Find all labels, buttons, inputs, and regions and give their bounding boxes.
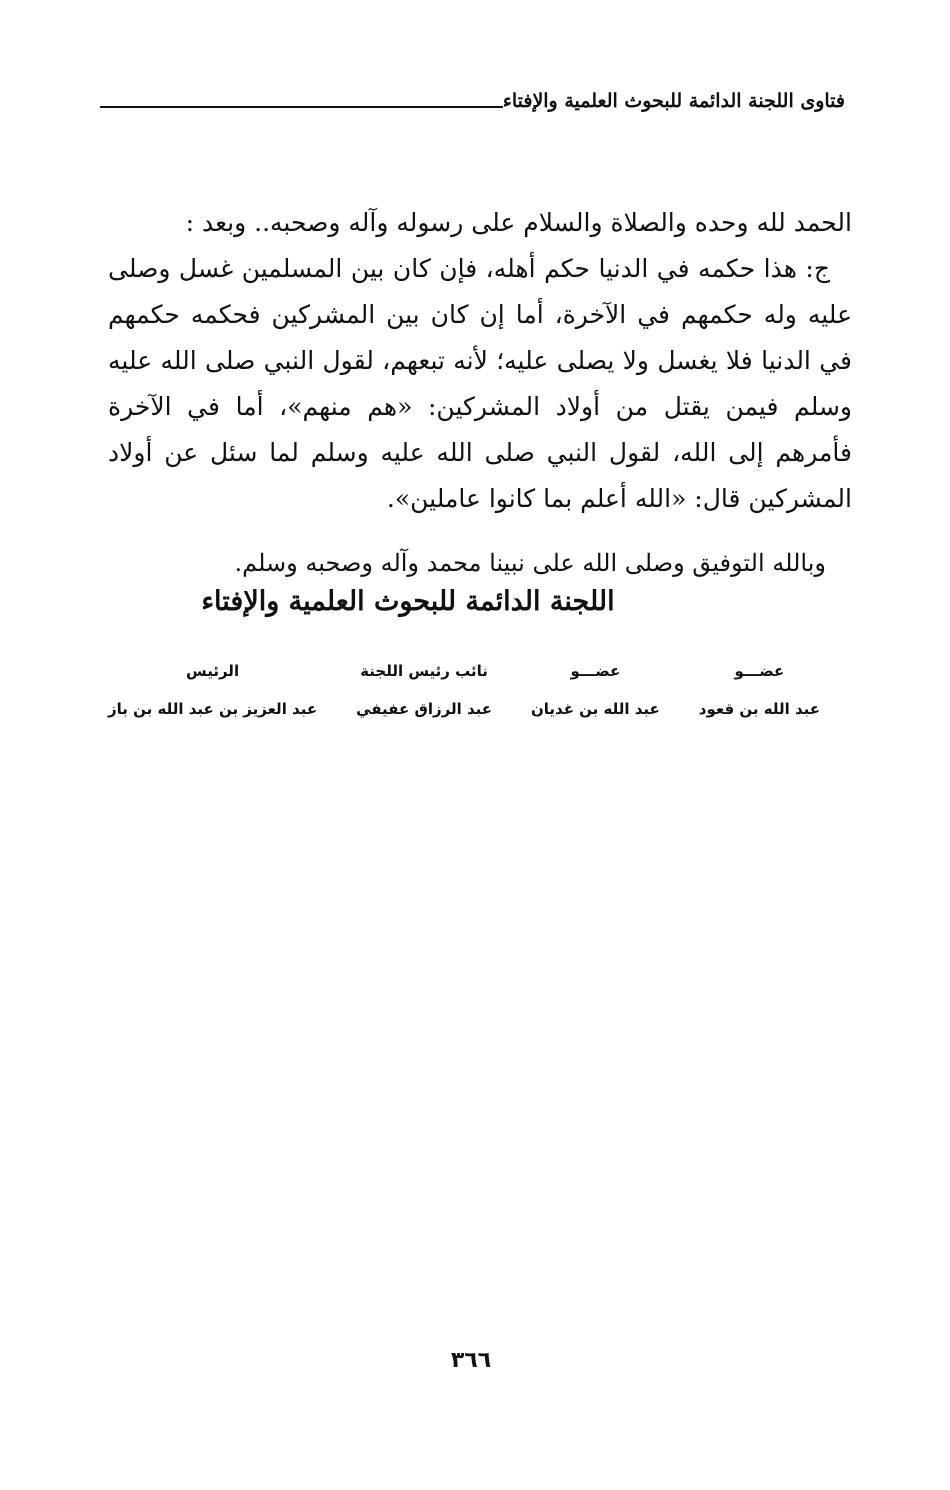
signature-role: الرئيس (186, 662, 240, 680)
signature-role: عضـــو (734, 662, 785, 680)
running-title: فتاوى اللجنة الدائمة للبحوث العلمية والإفتاء (502, 90, 845, 112)
signature-chair (108, 660, 317, 720)
signature-name: عبد الله بن غديان (530, 700, 660, 718)
signature-name: عبد العزيز بن عبد الله بن باز (108, 700, 318, 718)
page-number: ٣٦٦ (450, 1348, 492, 1373)
signature-name: عبد الرزاق عفيفي (356, 700, 492, 718)
signature-member-1 (699, 660, 820, 720)
header-rule (100, 106, 503, 108)
signature-member-2 (531, 660, 660, 720)
signature-vice-chair (356, 660, 492, 720)
committee-name: اللجنة الدائمة للبحوث العلمية والإفتاء (201, 586, 615, 617)
signature-role: نائب رئيس اللجنة (360, 662, 488, 680)
signature-role: عضـــو (570, 662, 621, 680)
signature-name: عبد الله بن قعود (698, 700, 820, 718)
signature-block (108, 660, 820, 720)
running-header (100, 86, 845, 116)
opening-line: الحمد لله وحده والصلاة والسلام على رسوله وآله وصحبه.. وبعد : (185, 208, 852, 237)
closing-blessing: وبالله التوفيق وصلى الله على نبينا محمد وآله وصحبه وسلم. (234, 549, 826, 577)
fatwa-body (108, 200, 852, 522)
answer-paragraph: ج: هذا حكمه في الدنيا حكم أهله، فإن كان بين المسلمين غسل وصلى عليه وله حكمهم في الآخرة، أما إن كان بين المشركين فحكمه حكمهم في الدنيا فلا يغسل ولا يصلى عليه؛ لأنه تبعهم، لقول النبي صلى الله عليه وسلم فيمن يقتل من أولاد المشركين: «هم منهم»، أما في الآخرة فأمرهم إلى الله، لقول النبي صلى الله عليه وسلم لما سئل عن أولاد المشركين قال: «الله أعلم بما كانوا عاملين». (108, 254, 852, 513)
